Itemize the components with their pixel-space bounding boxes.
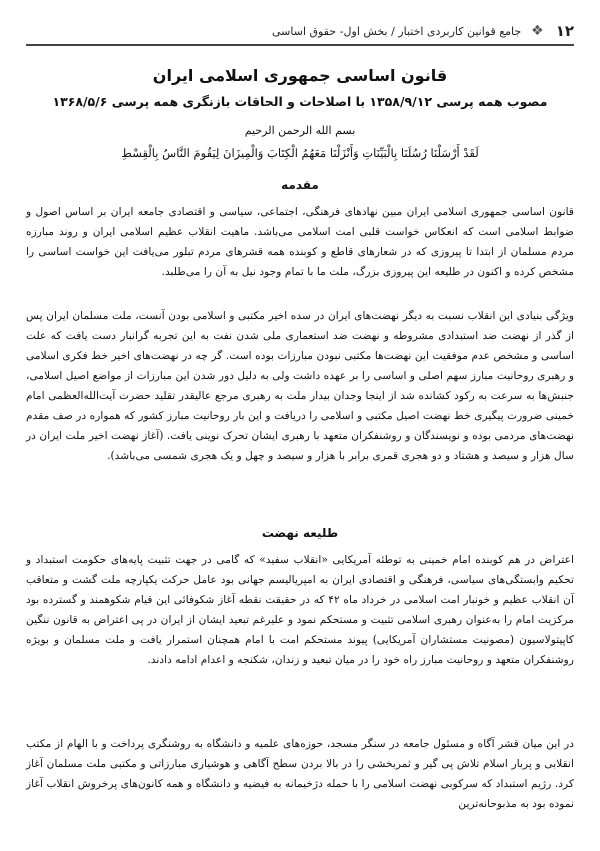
page-title: قانون اساسی جمهوری اسلامی ایران	[152, 66, 448, 85]
quran-verse: لَقَدْ أَرْسَلْنَا رُسُلَنَا بِالْبَيِّنَاتِ وَأَنْزَلْنَا مَعَهُمُ الْكِتَابَ وَالْمِيزَانَ لِيَقُومَ النَّاسُ بِالْقِسْطِ	[121, 146, 479, 160]
section-heading-intro: مقدمه	[281, 178, 319, 192]
running-title: جامع قوانین کاربردی اختبار / بخش اول- حقوق اساسی	[271, 24, 522, 38]
section-heading-dawn: طلیعه نهضت	[261, 526, 339, 540]
header-divider	[26, 44, 574, 46]
bismillah: بسم الله الرحمن الرحیم	[244, 124, 356, 137]
paragraph: قانون اساسی جمهوری اسلامی ایران مبین نهادهای فرهنگی، اجتماعی، سیاسی و اقتصادی جامعه ایران بر اساس اصول و ضوابط اسلامی است که انعکاس خواست قلبی امت اسلامی می‌باشد. ماهیت انقلاب عظیم اسلامی ایران و روند مبارزه مردم مسلمان از ابتدا تا پیروزی که در شعارهای قاطع و کوبنده همه قشرهای مردم تبلور می‌یافت این خواست اساسی را مشخص کرده و اکنون در طلیعه این پیروزی بزرگ، ملت ما با تمام وجود نیل به آن را می‌طلبد.	[26, 205, 574, 278]
running-header	[26, 20, 574, 42]
paragraph: اعتراض در هم کوبنده امام خمینی به توطئه آمریکایی «انقلاب سفید» که گامی در جهت تثبیت پایه‌های حکومت استبداد و تحکیم وابستگی‌های سیاسی، فرهنگی و اقتصادی ایران به امپریالیسم جهانی بود عامل حرکت یکپارچه ملت گشت و متعاقب آن انقلاب عظیم و خونبار امت اسلامی در خرداد ماه ۴۲ که در حقیقت نقطه آغاز شکوفائی این قیام شکوهمند و گسترده بود مرکزیت امام را به‌عنوان رهبری اسلامی تثبیت و مستحکم نمود و علیرغم تبعید ایشان از ایران در پی اعتراض به قانون ننگین کاپیتولاسیون (مصونیت مستشاران آمریکایی) پیوند مستحکم امت با امام همچنان استمرار یافت و ملت مسلمان و بویژه روشنفکران متعهد و روحانیت مبارز راه خود را در میان تبعید و زندان، شکنجه و اعدام ادامه دادند.	[26, 553, 574, 666]
ornament-icon: ❖	[531, 23, 544, 39]
page-number: ۱۲	[555, 22, 574, 40]
paragraph: در این میان قشر آگاه و مسئول جامعه در سنگر مسجد، حوزه‌های علمیه و دانشگاه به روشنگری پرداخت و با الهام از مکتب انقلابی و پربار اسلام تلاش پی گیر و ثمربخشی را در بالا بردن سطح آگاهی و هوشیاری مبارزاتی و مکتبی ملت مسلمان آغاز کرد. رژیم استبداد که سرکوبی نهضت اسلامی را با حمله دژخیمانه به فیضیه و دانشگاه و همه کانون‌های پرخروش انقلاب آغاز نموده بود به مذبوحانه‌ترین	[26, 737, 574, 810]
paragraph: ویژگی بنیادی این انقلاب نسبت به دیگر نهضت‌های ایران در سده اخیر مکتبی و اسلامی بودن آنست، ملت مسلمان ایران پس از گذر از نهضت ضد استبدادی مشروطه و نهضت ضد استعماری ملی شدن نفت به این تجربه گرانبار دست یافت که علت اساسی و مشخص عدم موفقیت این نهضت‌ها مکتبی نبودن مبارزات بوده است. گر چه در نهضت‌های اخیر خط فکری اسلامی و رهبری روحانیت مبارز سهم اصلی و اساسی را بر عهده داشت ولی به دلیل دور شدن این مبارزات از مواضع اصیل اسلامی، جنبش‌ها به سرعت به رکود کشانده شد از اینجا وجدان بیدار ملت به رهبری مرجع عالیقدر تقلید حضرت آیت‌الله‌العظمی امام خمینی ضرورت پیگیری خط نهضت اصیل مکتبی و اسلامی را دریافت و این بار روحانیت مبارز کشور که همواره در صف مقدم نهضت‌های مردمی بوده و نویسندگان و روشنفکران متعهد با رهبری ایشان تحرک نوینی یافت. (آغاز نهضت اخیر ملت ایران در سال هزار و سیصد و هشتاد و دو هجری قمری برابر با هزار و سیصد و چهل و یک هجری شمسی می‌باشد).	[26, 309, 574, 462]
page-subtitle: مصوب همه پرسی ۱۳۵۸/۹/۱۲ با اصلاحات و الحاقات بازنگری همه پرسی ۱۳۶۸/۵/۶	[52, 94, 548, 109]
